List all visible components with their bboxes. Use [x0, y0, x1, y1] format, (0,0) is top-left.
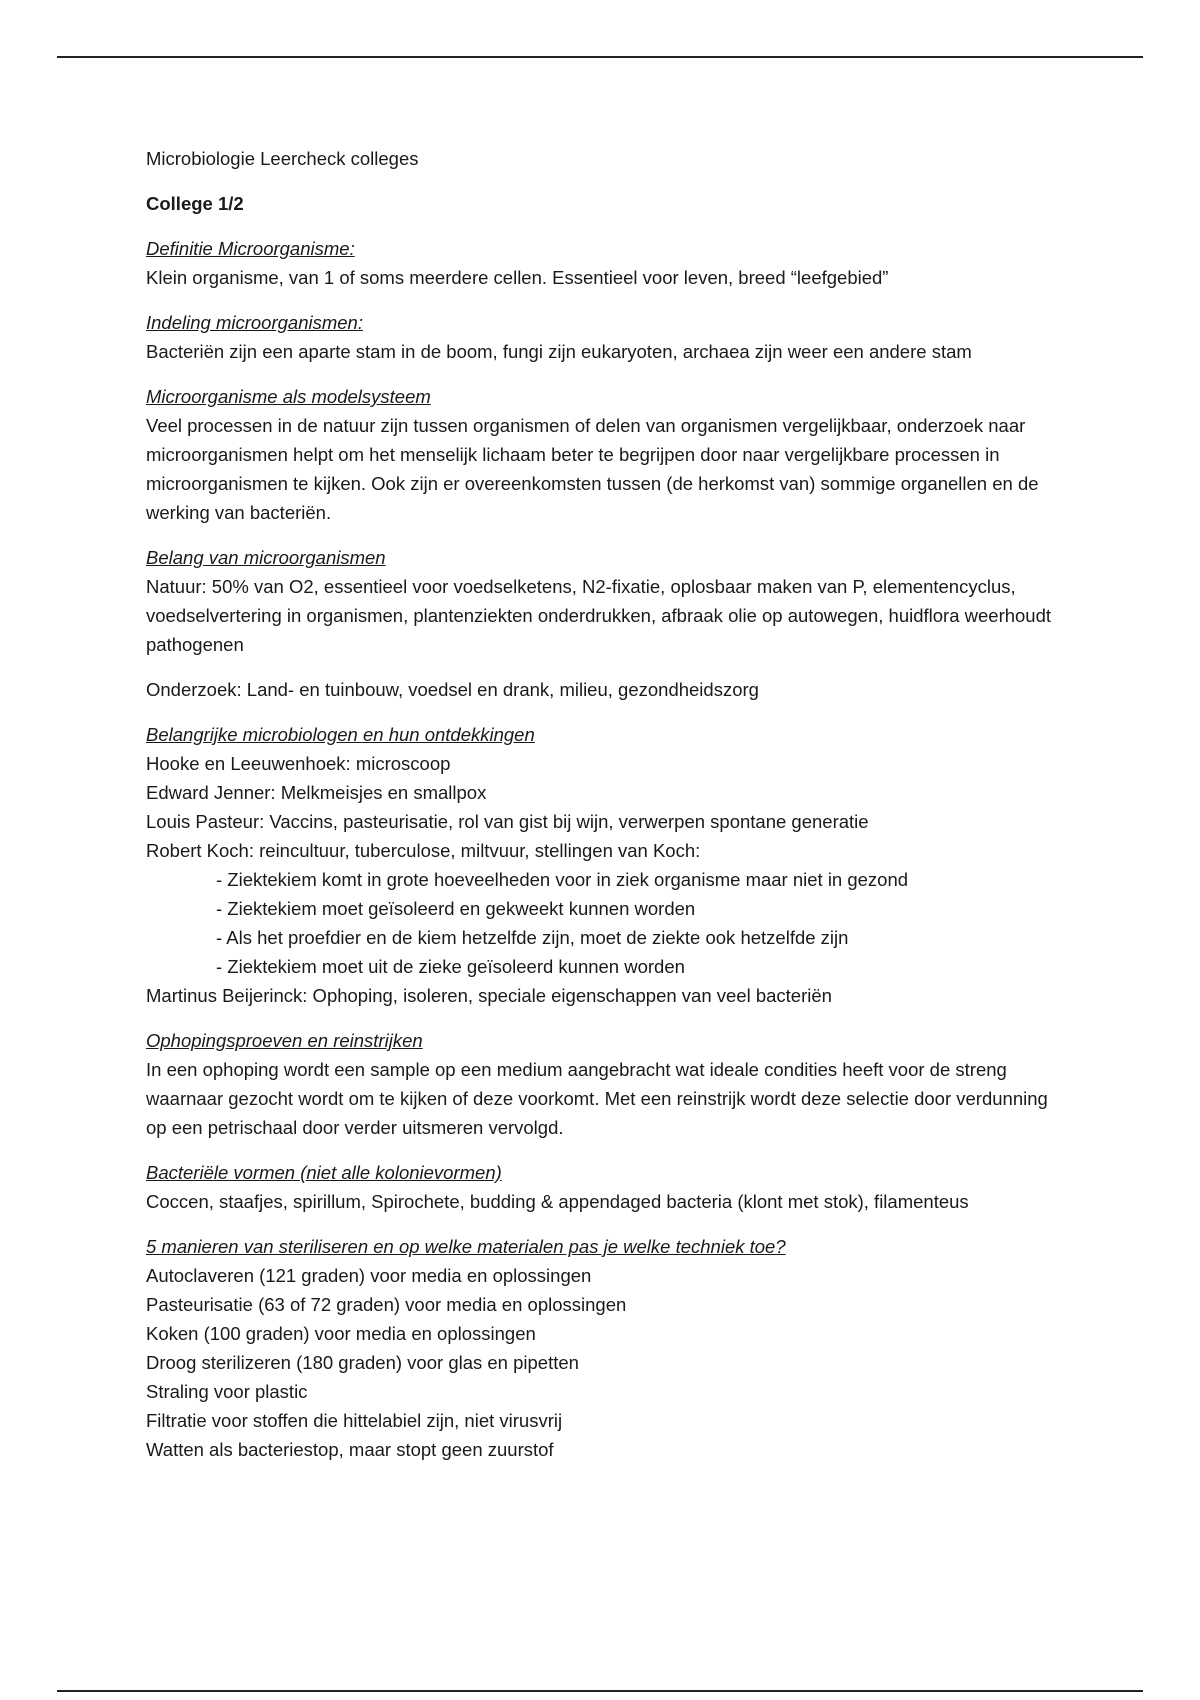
list-item: Koken (100 graden) voor media en oplossingen — [146, 1323, 536, 1344]
section-text: Natuur: 50% van O2, essentieel voor voedselketens, N2-fixatie, oplosbaar maken van P, elementencyclus, voedselvertering in organismen, plantenziekten onderdrukken, afbraak olie op autowegen, huidflora weerhoudt pathogenen — [146, 576, 1052, 655]
page-header-rule — [57, 56, 1143, 58]
section-modelsysteem — [146, 382, 1066, 527]
document-title: Microbiologie Leercheck colleges — [146, 148, 419, 169]
koch-postulate-item: - Als het proefdier en de kiem hetzelfde zijn, moet de ziekte ook hetzelfde zijn — [216, 927, 849, 948]
document-page — [146, 144, 1066, 1480]
section-heading: Belangrijke microbiologen en hun ontdekkingen — [146, 724, 535, 745]
section-text: Coccen, staafjes, spirillum, Spirochete, budding & appendaged bacteria (klont met stok), filamenteus — [146, 1191, 969, 1212]
list-item: Droog sterilizeren (180 graden) voor glas en pipetten — [146, 1352, 579, 1373]
list-item: Autoclaveren (121 graden) voor media en oplossingen — [146, 1265, 592, 1286]
section-microbiologen — [146, 720, 1066, 1010]
section-onderzoek — [146, 675, 1066, 704]
list-item: Louis Pasteur: Vaccins, pasteurisatie, rol van gist bij wijn, verwerpen spontane generatie — [146, 811, 869, 832]
college-heading: College 1/2 — [146, 193, 244, 214]
section-heading: Indeling microorganismen: — [146, 312, 363, 333]
section-heading: Bacteriële vormen (niet alle kolonievormen) — [146, 1162, 502, 1183]
section-indeling — [146, 308, 1066, 366]
list-item: Hooke en Leeuwenhoek: microscoop — [146, 753, 451, 774]
section-heading: Definitie Microorganisme: — [146, 238, 355, 259]
section-definitie — [146, 234, 1066, 292]
list-item: Edward Jenner: Melkmeisjes en smallpox — [146, 782, 487, 803]
section-text: Veel processen in de natuur zijn tussen organismen of delen van organismen vergelijkbaar, onderzoek naar microorganismen helpt om het menselijk lichaam beter te begrijpen door naar vergelijkbare processen in microorganismen te kijken. Ook zijn er overeenkomsten tussen (de herkomst van) sommige organellen en de werking van bacteriën. — [146, 415, 1039, 523]
section-steriliseren — [146, 1232, 1066, 1464]
section-text: Klein organisme, van 1 of soms meerdere cellen. Essentieel voor leven, breed “leefgebied” — [146, 267, 889, 288]
koch-postulate-item: - Ziektekiem moet geïsoleerd en gekweekt kunnen worden — [216, 898, 696, 919]
section-vormen — [146, 1158, 1066, 1216]
section-heading: 5 manieren van steriliseren en op welke materialen pas je welke techniek toe? — [146, 1236, 786, 1257]
list-item: Straling voor plastic — [146, 1381, 308, 1402]
koch-postulate-item: - Ziektekiem moet uit de zieke geïsoleerd kunnen worden — [216, 956, 685, 977]
section-text: Bacteriën zijn een aparte stam in de boom, fungi zijn eukaryoten, archaea zijn weer een andere stam — [146, 341, 972, 362]
list-item: Pasteurisatie (63 of 72 graden) voor media en oplossingen — [146, 1294, 627, 1315]
section-belang — [146, 543, 1066, 659]
section-text: In een ophoping wordt een sample op een medium aangebracht wat ideale condities heeft voor de streng waarnaar gezocht wordt om te kijken of deze voorkomt. Met een reinstrijk wordt deze selectie door verdunning op een petrischaal door verder uitsmeren vervolgd. — [146, 1059, 1048, 1138]
list-item: Filtratie voor stoffen die hittelabiel zijn, niet virusvrij — [146, 1410, 563, 1431]
list-item: Robert Koch: reincultuur, tuberculose, miltvuur, stellingen van Koch: — [146, 840, 701, 861]
section-heading: Ophopingsproeven en reinstrijken — [146, 1030, 423, 1051]
section-heading: Microorganisme als modelsysteem — [146, 386, 431, 407]
section-ophoping — [146, 1026, 1066, 1142]
list-item: Watten als bacteriestop, maar stopt geen zuurstof — [146, 1439, 554, 1460]
section-text: Onderzoek: Land- en tuinbouw, voedsel en drank, milieu, gezondheidszorg — [146, 679, 759, 700]
koch-postulate-item: - Ziektekiem komt in grote hoeveelheden voor in ziek organisme maar niet in gezond — [216, 869, 909, 890]
list-item: Martinus Beijerinck: Ophoping, isoleren, speciale eigenschappen van veel bacteriën — [146, 985, 832, 1006]
section-heading: Belang van microorganismen — [146, 547, 386, 568]
page-footer-rule — [57, 1690, 1143, 1692]
